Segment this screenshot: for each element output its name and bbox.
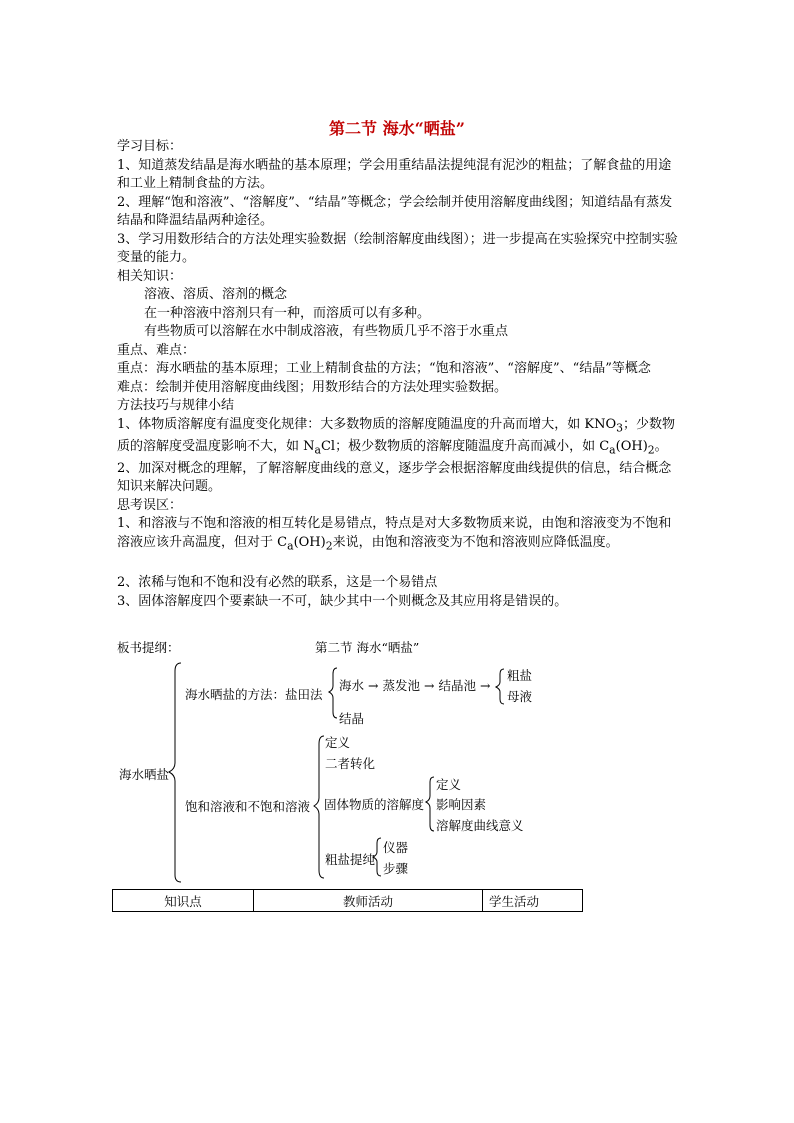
key-focus: 重点：海水晒盐的基本原理；工业上精制食盐的方法；“饱和溶液”、“溶解度”、“结晶”等概念 — [117, 361, 651, 376]
subscript: a — [314, 443, 321, 457]
outline-purification: 粗盐提纯 — [325, 852, 376, 867]
related-item: 在一种溶液中溶剂只有一种，而溶质可以有多种。 — [144, 305, 431, 321]
goal-item: 1、知道蒸发结晶是海水晒盐的基本原理；学会用重结晶法提纯混有泥沙的粗盐；了解食盐的用途和工业上精制食盐的方法。 — [117, 157, 672, 191]
key-difficulty: 难点：绘制并使用溶解度曲线图；用数形结合的方法处理实验数据。 — [117, 379, 508, 395]
mistakes-heading: 思考误区： — [117, 497, 183, 513]
outline-root: 海水晒盐 — [119, 767, 170, 782]
subscript: 2 — [325, 539, 333, 553]
mistake-item-1 — [117, 515, 679, 556]
brace-solubility — [426, 777, 434, 831]
purification-steps: 步骤 — [383, 861, 409, 876]
outline-title: 第二节 海水“晒盐” — [315, 640, 420, 655]
outline-process — [339, 676, 490, 694]
mistake-item-3: 3、固体溶解度四个要素缺一不可，缺少其中一个则概念及其应用将是错误的。 — [117, 593, 568, 609]
text-run: ；少数物质的溶解度受温度影响不大，如 N — [117, 416, 676, 454]
step-seawater: 海水 — [339, 678, 365, 693]
purification-instruments: 仪器 — [383, 840, 409, 855]
activity-table — [112, 889, 583, 912]
key-heading: 重点、难点： — [117, 342, 196, 358]
brace-method — [329, 668, 337, 718]
subscript: a — [287, 539, 294, 553]
brace-solution — [314, 736, 324, 878]
related-item: 有些物质可以溶解在水中制成溶液，有些物质几乎不溶于水重点 — [144, 324, 509, 339]
brace-root — [169, 663, 181, 882]
text-run: 1、体物质溶解度有温度变化规律：大多数物质的溶解度随温度的升高而增大，如 KNO — [117, 416, 617, 432]
text-run: (OH) — [293, 534, 326, 550]
text-run: (OH) — [615, 438, 648, 454]
method-item-1 — [117, 416, 679, 460]
goal-item: 3、学习用数形结合的方法处理实验数据（绘制溶解度曲线图）；进一步提高在实验探究中控制实验变量的能力。 — [117, 231, 678, 265]
outline-crystal: 结晶 — [339, 711, 365, 726]
related-heading: 相关知识： — [117, 268, 183, 284]
outline-solution: 饱和溶液和不饱和溶液 — [185, 799, 311, 814]
text-run: Cl；极少数物质的溶解度随温度升高而减小，如 C — [320, 438, 610, 454]
text-run: 1、和溶液与不饱和溶液的相互转化是易错点，特点是对大多数物质来说，由饱和溶液变为不饱和溶液应该升高温度，但对于 C — [117, 516, 672, 550]
subscript: a — [609, 443, 616, 457]
blank-line — [117, 556, 679, 575]
outline-label: 板书提纲： — [117, 640, 180, 655]
subscript: 2 — [647, 443, 655, 457]
goals-heading: 学习目标： — [117, 139, 183, 154]
brace-products — [496, 669, 504, 704]
table-header-row — [113, 890, 583, 912]
board-outline — [117, 638, 597, 890]
subscript: 3 — [616, 421, 624, 435]
outline-solubility: 固体物质的溶解度 — [324, 797, 425, 812]
solubility-factors: 影响因素 — [436, 797, 487, 812]
arrow-icon: → — [423, 678, 435, 693]
method-item-2: 2、加深对概念的理解，了解溶解度曲线的意义，逐步学会根据溶解度曲线提供的信息，结合概念知识来解决问题。 — [117, 460, 672, 495]
goal-item: 2、理解“饱和溶液”、“溶解度”、“结晶”等概念；学会绘制并使用溶解度曲线图；知道结晶有蒸发结晶和降温结晶两种途径。 — [117, 194, 673, 228]
arrow-icon: → — [368, 678, 379, 693]
outline-method: 海水晒盐的方法：盐田法 — [185, 687, 323, 702]
solubility-definition: 定义 — [436, 777, 462, 792]
page-title: 第二节 海水“晒盐” — [329, 119, 465, 138]
method-heading: 方法技巧与规律小结 — [117, 398, 235, 413]
arrow-icon: → — [479, 678, 491, 693]
outline-definition: 定义 — [325, 735, 351, 750]
table-header-cell: 知识点 — [113, 890, 254, 912]
text-run: 来说，由饱和溶液变为不饱和溶液则应降低温度。 — [332, 534, 619, 550]
product-crude-salt: 粗盐 — [507, 668, 533, 683]
step-evaporation-pool: 蒸发池 — [382, 678, 420, 693]
lesson-body — [117, 138, 679, 611]
outline-conversion: 二者转化 — [325, 756, 376, 771]
table-header-cell: 学生活动 — [483, 890, 583, 912]
step-crystal-pool: 结晶池 — [438, 678, 476, 693]
solubility-curve: 溶解度曲线意义 — [436, 818, 524, 833]
mistake-item-2: 2、浓稀与饱和不饱和没有必然的联系，这是一个易错点 — [117, 575, 438, 591]
table-header-cell: 教师活动 — [254, 890, 483, 912]
text-run: 。 — [654, 438, 668, 454]
related-item: 溶液、溶质、溶剂的概念 — [144, 287, 288, 302]
product-mother-liquor: 母液 — [507, 689, 533, 704]
